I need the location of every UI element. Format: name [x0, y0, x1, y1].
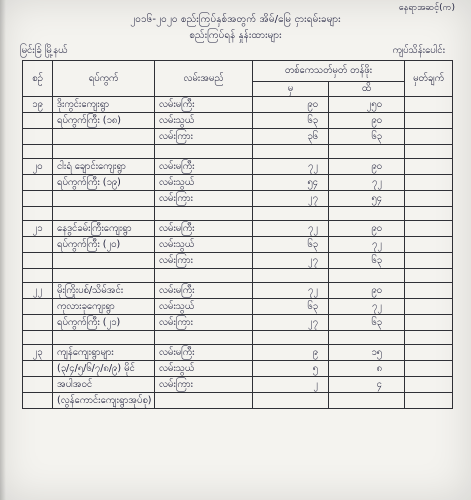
cell-max [329, 145, 405, 159]
cell-remark [405, 175, 453, 191]
cell-max: ၉၀ [329, 159, 405, 175]
cell-min: ၂၇ [253, 191, 329, 207]
cell-no: ၂၀ [23, 159, 53, 175]
cell-quarter: ကုလားခုကျေးရွာ [53, 299, 155, 315]
cell-no [23, 331, 53, 345]
cell-max: ၉၀ [329, 283, 405, 299]
cell-road-class: လမ်းသွယ် [155, 113, 253, 129]
cell-no [23, 299, 53, 315]
cell-no [23, 129, 53, 145]
col-header-min: မှ [253, 82, 329, 97]
table-row [23, 269, 453, 283]
cell-no [23, 253, 53, 269]
cell-road-class: လမ်းမကြီး [155, 283, 253, 299]
cell-remark [405, 361, 453, 377]
table-row [23, 97, 453, 113]
cell-remark [405, 159, 453, 175]
corner-label: နေရာအဆင့်(က) [398, 3, 455, 13]
cell-road-class [155, 331, 253, 345]
cell-remark [405, 377, 453, 393]
cell-remark [405, 113, 453, 129]
cell-remark [405, 145, 453, 159]
cell-road-class: လမ်းကြား [155, 253, 253, 269]
table-header-row [23, 61, 453, 82]
cell-remark [405, 299, 453, 315]
cell-max: ၅၄ [329, 191, 405, 207]
cell-max [329, 269, 405, 283]
cell-remark [405, 191, 453, 207]
cell-max: ၇၂ [329, 175, 405, 191]
cell-road-class: လမ်းမကြီး [155, 221, 253, 237]
cell-no [23, 377, 53, 393]
cell-quarter: ရပ်ကွက်ကြီး (၂၁) [53, 315, 155, 331]
col-header-max: ထိ [329, 82, 405, 97]
cell-min: ၂ [253, 377, 329, 393]
cell-quarter [53, 253, 155, 269]
cell-quarter [53, 145, 155, 159]
cell-remark [405, 315, 453, 331]
col-header-remark: မှတ်ချက် [405, 61, 453, 97]
cell-remark [405, 253, 453, 269]
cell-min: ၅၄ [253, 175, 329, 191]
cell-road-class [155, 393, 253, 409]
cell-road-class: လမ်းသွယ် [155, 299, 253, 315]
table-row [23, 283, 453, 299]
cell-no [23, 393, 53, 409]
cell-no [23, 207, 53, 221]
table-row [23, 331, 453, 345]
cell-road-class: လမ်းသွယ် [155, 361, 253, 377]
table-row [23, 315, 453, 331]
table-row [23, 113, 453, 129]
cell-remark [405, 283, 453, 299]
col-header-quarter: ရပ်ကွက် [53, 61, 155, 97]
col-header-rate-group: တစ်ကေသတ်မှတ် တန်ဖိုး [253, 61, 405, 82]
cell-max: ၉၀ [329, 221, 405, 237]
cell-quarter [53, 269, 155, 283]
cell-max [329, 393, 405, 409]
cell-min: ၇၂ [253, 283, 329, 299]
cell-min: ၃၆ [253, 129, 329, 145]
cell-road-class: လမ်းသွယ် [155, 175, 253, 191]
cell-min: ၇၂ [253, 159, 329, 175]
cell-road-class: လမ်းမကြီး [155, 97, 253, 113]
cell-min: ၂၇ [253, 253, 329, 269]
cell-no [23, 361, 53, 377]
cell-quarter: (၃/၄/၅/၆/၇/၈/၉) မိုင် [53, 361, 155, 377]
cell-max: ၄ [329, 377, 405, 393]
unit-label: ကျပ်သိန်းပေါင်း [392, 45, 445, 56]
district-label: မြင်းခြံ မြို့နယ် [20, 45, 68, 56]
cell-remark [405, 129, 453, 145]
cell-quarter [53, 191, 155, 207]
table-row [23, 159, 453, 175]
cell-max: ၈ [329, 361, 405, 377]
cell-quarter: ရပ်ကွက်ကြီး (၁၈) [53, 113, 155, 129]
table-row [23, 299, 453, 315]
cell-remark [405, 345, 453, 361]
cell-quarter: ရပ်ကွက်ကြီး (၂၀) [53, 237, 155, 253]
cell-remark [405, 269, 453, 283]
cell-max: ၁၅ [329, 345, 405, 361]
cell-no: ၂၂ [23, 283, 53, 299]
cell-road-class [155, 269, 253, 283]
cell-road-class: လမ်းကြား [155, 191, 253, 207]
cell-quarter: ကျန်ကျေးရွာများ [53, 345, 155, 361]
cell-min: ၆၃ [253, 237, 329, 253]
cell-no: ၂၁ [23, 221, 53, 237]
table-row [23, 175, 453, 191]
cell-min: ၆၃ [253, 299, 329, 315]
table-row [23, 377, 453, 393]
table-row [23, 145, 453, 159]
cell-max: ၂၅၀ [329, 97, 405, 113]
cell-quarter: နေဒွင်ခမ်းကြီးကျေးရွာ [53, 221, 155, 237]
cell-min: ၅ [253, 361, 329, 377]
table-row [23, 129, 453, 145]
col-header-no: စဉ် [23, 61, 53, 97]
cell-max: ၆၃ [329, 253, 405, 269]
cell-road-class: လမ်းကြား [155, 129, 253, 145]
cell-min [253, 269, 329, 283]
cell-min [253, 331, 329, 345]
cell-remark [405, 393, 453, 409]
table-body [23, 97, 453, 409]
cell-no: ၂၃ [23, 345, 53, 361]
cell-min: ၉၀ [253, 97, 329, 113]
cell-min [253, 145, 329, 159]
cell-min: ၂၇ [253, 315, 329, 331]
cell-road-class [155, 207, 253, 221]
cell-no [23, 113, 53, 129]
cell-no [23, 191, 53, 207]
cell-min [253, 393, 329, 409]
cell-remark [405, 237, 453, 253]
cell-road-class: လမ်းမကြီး [155, 159, 253, 175]
cell-max [329, 331, 405, 345]
cell-road-class: လမ်းကြား [155, 377, 253, 393]
title-line-2: စည်းကြပ်ရန် နှုန်းထားများ [189, 30, 282, 41]
table-row [23, 237, 453, 253]
cell-quarter: မိုးကြိုးပစ်/သိမ်အင်း [53, 283, 155, 299]
cell-quarter: ငါးရံ ချောင်းကျေးရွာ [53, 159, 155, 175]
cell-remark [405, 97, 453, 113]
cell-quarter [53, 331, 155, 345]
cell-min: ၇၂ [253, 221, 329, 237]
cell-quarter: အပါအဝင် [53, 377, 155, 393]
cell-remark [405, 207, 453, 221]
cell-road-class: လမ်းကြား [155, 315, 253, 331]
page-shadow-edge [0, 0, 6, 500]
cell-quarter: ရပ်ကွက်ကြီး (၁၉) [53, 175, 155, 191]
cell-no: ၁၉ [23, 97, 53, 113]
cell-max: ၆၃ [329, 129, 405, 145]
cell-quarter: ဒိုးကွင်းကျေးရွာ [53, 97, 155, 113]
cell-quarter [53, 129, 155, 145]
cell-road-class: လမ်းသွယ် [155, 237, 253, 253]
cell-road-class: လမ်းမကြီး [155, 345, 253, 361]
cell-min: ၆၃ [253, 113, 329, 129]
rate-table [22, 60, 453, 409]
cell-quarter [53, 207, 155, 221]
cell-max: ၆၃ [329, 315, 405, 331]
cell-road-class [155, 145, 253, 159]
cell-min: ၉ [253, 345, 329, 361]
table-row [23, 345, 453, 361]
cell-no [23, 175, 53, 191]
table-row [23, 253, 453, 269]
table-row [23, 221, 453, 237]
cell-quarter: (လွန်ကောင်းကျေးရွာအုပ်စု) [53, 393, 155, 409]
table-row [23, 393, 453, 409]
col-header-road-class: လမ်းအမည် [155, 61, 253, 97]
title-line-1: ၂၀၁၆-၂၀၂၀ စည်းကြပ်နှစ်အတွက် အိမ်/မြေ ငှားရမ်းခများ [130, 14, 341, 25]
cell-no [23, 269, 53, 283]
cell-max: ၇၂ [329, 299, 405, 315]
cell-no [23, 237, 53, 253]
table-row [23, 207, 453, 221]
cell-max [329, 207, 405, 221]
cell-no [23, 145, 53, 159]
cell-no [23, 315, 53, 331]
cell-min [253, 207, 329, 221]
cell-remark [405, 331, 453, 345]
table-row [23, 361, 453, 377]
cell-max: ၉၀ [329, 113, 405, 129]
cell-max: ၇၂ [329, 237, 405, 253]
cell-remark [405, 221, 453, 237]
table-row [23, 191, 453, 207]
